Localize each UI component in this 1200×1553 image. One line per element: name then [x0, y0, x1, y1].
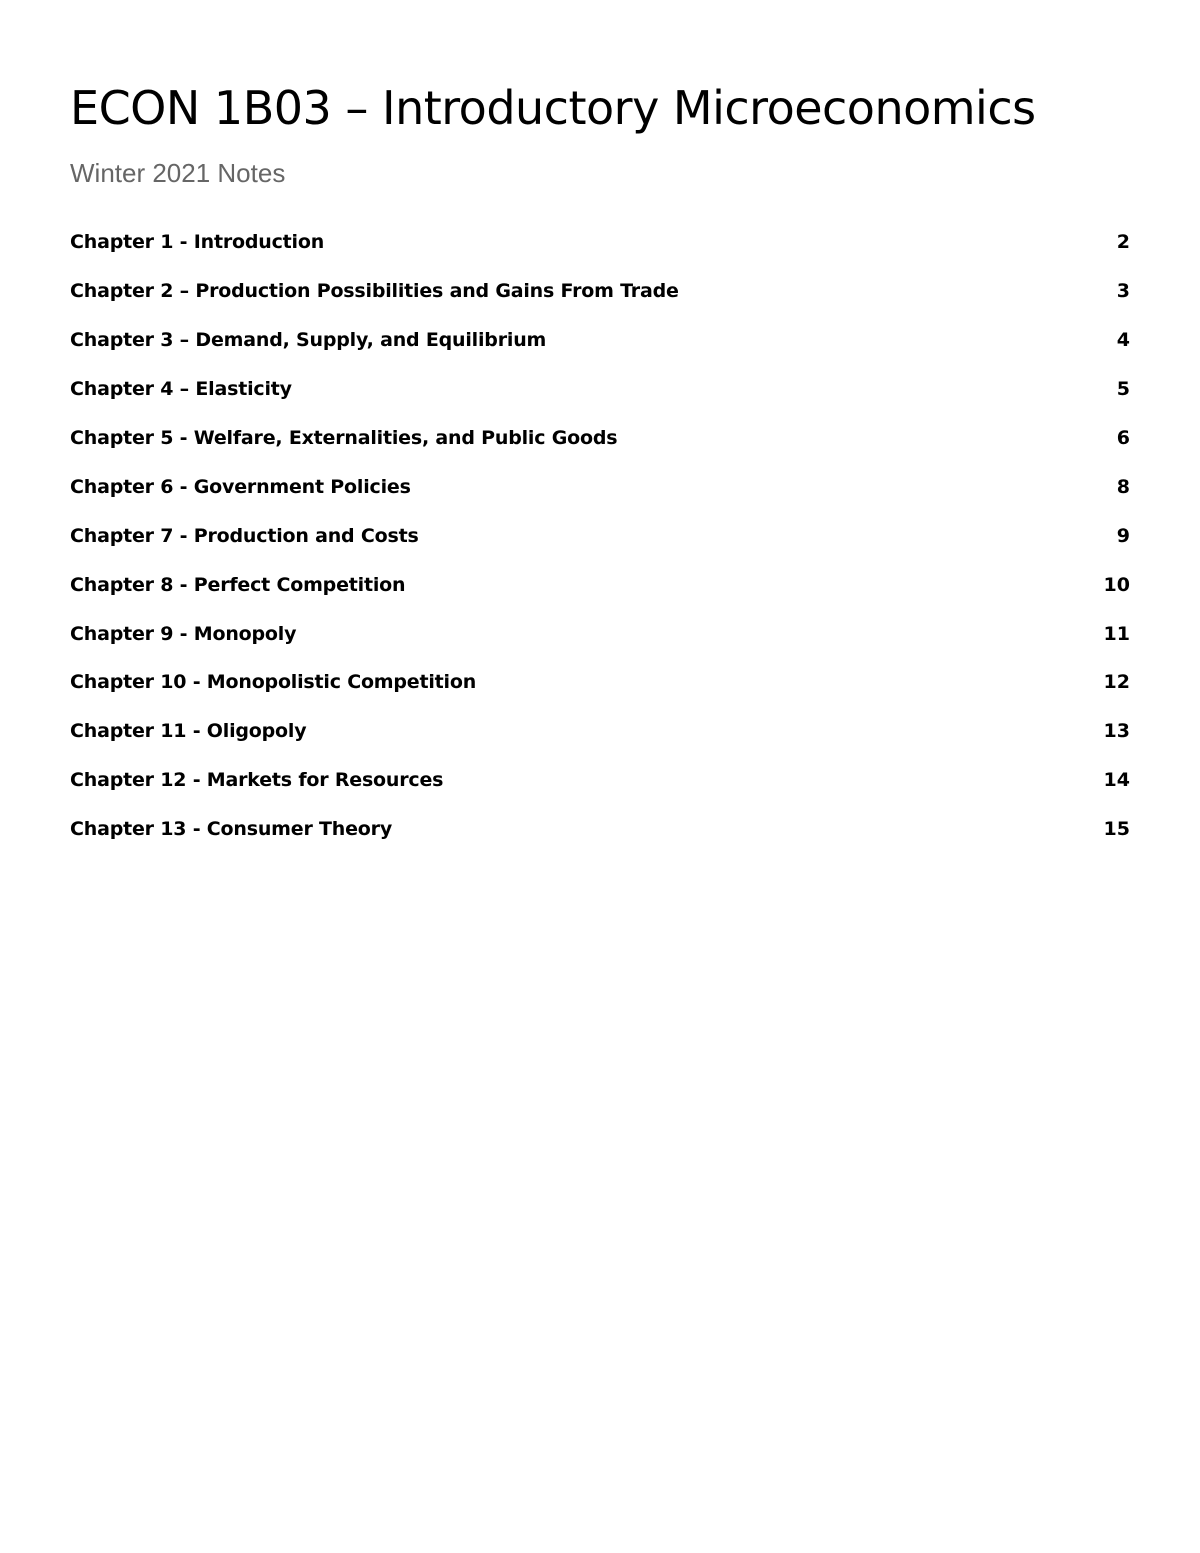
- toc-entry-page-number: 5: [1116, 378, 1130, 401]
- toc-entry-page-number: 8: [1116, 475, 1130, 498]
- toc-entry-title: Chapter 12 - Markets for Resources: [70, 769, 444, 792]
- toc-entry-page-number: 9: [1116, 524, 1130, 547]
- toc-entry-title: Chapter 2 – Production Possibilities and Gains From Trade: [70, 280, 679, 303]
- toc-entry-chapter-1[interactable]: [70, 218, 1130, 267]
- toc-entry-page-number: 2: [1116, 231, 1130, 254]
- toc-entry-page-number: 14: [1103, 769, 1130, 792]
- toc-entry-chapter-12[interactable]: [70, 756, 1130, 805]
- toc-entry-chapter-7[interactable]: [70, 511, 1130, 560]
- toc-entry-title: Chapter 9 - Monopoly: [70, 622, 297, 645]
- document-subtitle: Winter 2021 Notes: [70, 158, 286, 188]
- toc-entry-page-number: 3: [1116, 280, 1130, 303]
- toc-entry-page-number: 10: [1103, 573, 1130, 596]
- toc-entry-page-number: 12: [1103, 671, 1130, 694]
- toc-entry-page-number: 15: [1103, 818, 1130, 841]
- toc-entry-title: Chapter 6 - Government Policies: [70, 475, 411, 498]
- toc-entry-title: Chapter 5 - Welfare, Externalities, and Public Goods: [70, 427, 618, 449]
- table-of-contents: [70, 218, 1130, 854]
- toc-entry-title: Chapter 13 - Consumer Theory: [70, 818, 393, 841]
- toc-entry-chapter-11[interactable]: [70, 707, 1130, 756]
- toc-entry-page-number: 11: [1103, 622, 1130, 645]
- toc-entry-title: Chapter 1 - Introduction: [70, 231, 325, 254]
- toc-entry-title: Chapter 8 - Perfect Competition: [70, 573, 406, 596]
- toc-entry-page-number: 6: [1116, 427, 1130, 449]
- toc-entry-page-number: 4: [1116, 329, 1130, 352]
- toc-entry-title: Chapter 3 – Demand, Supply, and Equilibrium: [70, 329, 547, 352]
- toc-entry-chapter-4[interactable]: [70, 365, 1130, 414]
- toc-entry-chapter-8[interactable]: [70, 560, 1130, 609]
- toc-entry-chapter-13[interactable]: [70, 805, 1130, 854]
- toc-entry-title: Chapter 7 - Production and Costs: [70, 524, 419, 547]
- toc-entry-chapter-6[interactable]: [70, 462, 1130, 511]
- toc-entry-chapter-2[interactable]: [70, 267, 1130, 316]
- toc-entry-page-number: 13: [1103, 720, 1130, 743]
- toc-entry-title: Chapter 11 - Oligopoly: [70, 720, 307, 743]
- toc-entry-chapter-3[interactable]: [70, 316, 1130, 365]
- document-title: ECON 1B03 – Introductory Microeconomics: [70, 81, 1036, 135]
- toc-entry-chapter-9[interactable]: [70, 609, 1130, 658]
- toc-entry-chapter-5[interactable]: [70, 414, 1130, 463]
- toc-entry-title: Chapter 10 - Monopolistic Competition: [70, 671, 477, 694]
- toc-entry-chapter-10[interactable]: [70, 658, 1130, 707]
- toc-entry-title: Chapter 4 – Elasticity: [70, 378, 292, 401]
